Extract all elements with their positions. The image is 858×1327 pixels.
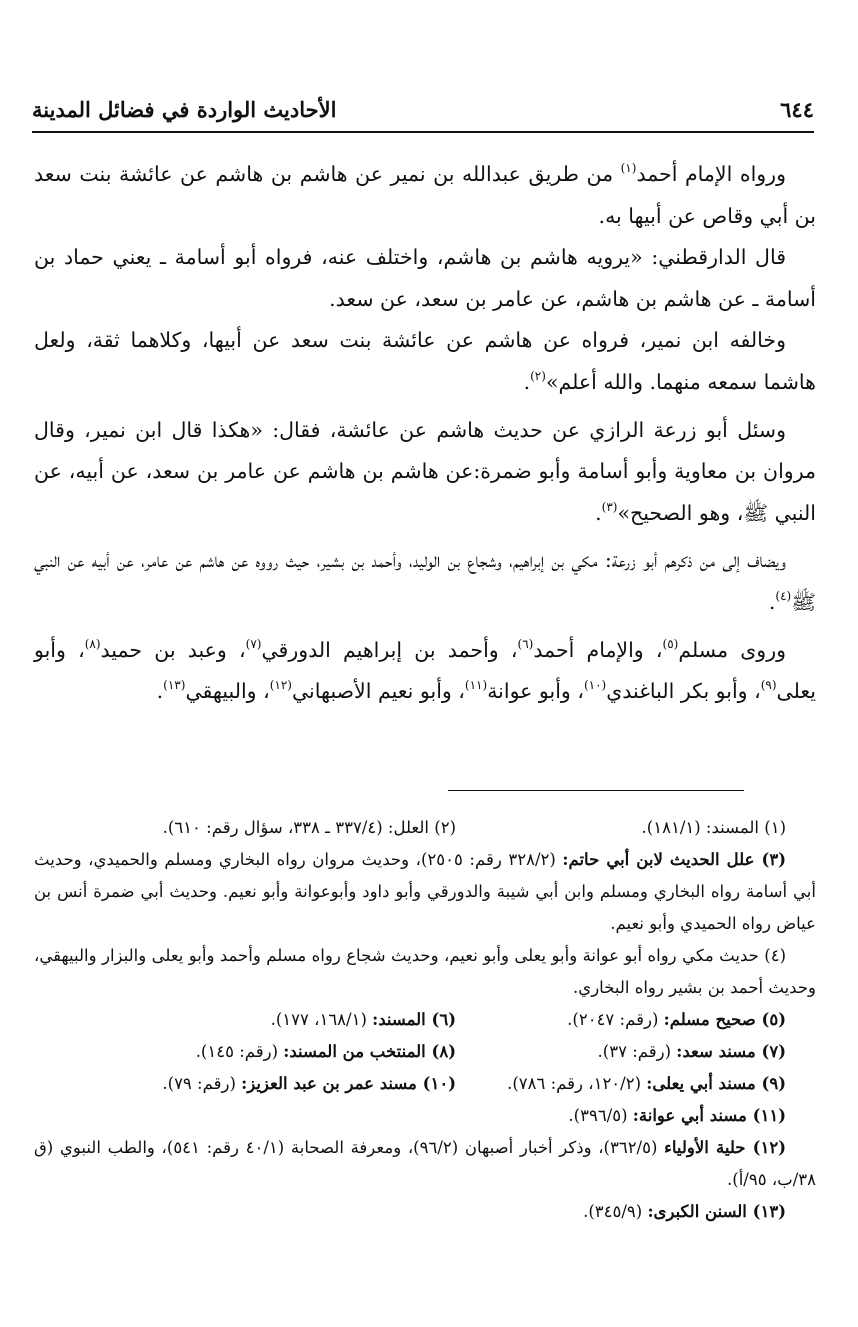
paragraph-3	[34, 320, 816, 403]
page-number: ٦٤٤	[780, 97, 814, 122]
footnote-text: (١٢٠/٢، رقم: ٧٨٦).	[507, 1074, 647, 1093]
footnote-5	[456, 1004, 786, 1036]
footnote-source: (٣) علل الحديث لابن أبي حاتم:	[562, 850, 787, 869]
header-divider	[32, 131, 814, 133]
footnote-marker[interactable]: (٩)	[760, 678, 777, 693]
footnote-source: (٥) صحيح مسلم:	[663, 1010, 786, 1029]
main-text	[34, 154, 816, 713]
footnote-marker[interactable]: (٨)	[84, 636, 101, 651]
footnote-10	[34, 1068, 456, 1100]
footnote-marker[interactable]: (٦)	[517, 636, 534, 651]
text-run: ويضاف إلى من ذكرهم أبو زرعة: مكي بن إبراهيم، وشجاع بن الوليد، وأحمد بن بشير، حيث رووه عن هاشم عن عامر، عن أبيه عن النبي ﷺ	[34, 548, 816, 614]
footnote-source: (٦) المسند:	[372, 1010, 456, 1029]
paragraph-1	[34, 154, 816, 237]
footnote-2: (٢) العلل: (٣٣٧/٤ ـ ٣٣٨، سؤال رقم: ٦١٠).	[162, 818, 456, 837]
footnote-text: (١٦٨/١، ١٧٧).	[270, 1010, 373, 1029]
running-title: الأحاديث الواردة في فضائل المدينة	[32, 97, 337, 122]
footnote-source: (٧) مسند سعد:	[676, 1042, 786, 1061]
footnote-marker[interactable]: (١٣)	[163, 678, 186, 693]
footnote-marker[interactable]: (٤)	[775, 588, 792, 603]
footnote-row	[34, 1068, 816, 1100]
page-header	[32, 86, 814, 122]
text-run: ، وأبو يعلى	[34, 637, 816, 704]
footnote-4: (٤) حديث مكي رواه أبو عوانة وأبو يعلى وأبو نعيم، وحديث شجاع رواه مسلم وأحمد وأبو يعلى والبزار والبيهقي، وحديث أحمد بن بشير رواه البخاري.	[34, 946, 816, 997]
text-run: وسئل أبو زرعة الرازي عن حديث هاشم عن عائشة، فقال: «هكذا قال ابن نمير، وقال مروان بن معاوية وأبو أسامة وأبو ضمرة:عن هاشم بن هاشم عن عامر بن سعد، عن أبيه، عن النبي ﷺ، وهو الصحيح»	[34, 417, 816, 525]
paragraph-2: قال الدارقطني: «يرويه هاشم بن هاشم، واختلف عنه، فرواه أبو أسامة ـ يعني حماد بن أسامة ـ عن هاشم بن هاشم، عن عامر بن سعد، عن سعد.	[34, 245, 816, 311]
text-run: .	[595, 500, 602, 525]
footnote-text: (٣٢٨/٢ رقم: ٢٥٠٥)، وحديث مروان رواه البخاري ومسلم والحميدي، وحديث أبي أسامة رواه البخاري ومسلم وابن أبي شيبة والدورقي وأبو داود وأبوعوانة وأبو نعيم. وحديث أبي ضمرة أنس بن عياض رواه الحميدي وأبو نعيم.	[34, 850, 816, 933]
text-run: وخالفه ابن نمير، فرواه عن هاشم عن عائشة بنت سعد عن أبيها، وكلاهما ثقة، ولعل هاشما سمعه منهما. والله أعلم»	[34, 328, 816, 394]
footnote-marker[interactable]: (٣)	[601, 499, 618, 514]
footnote-marker[interactable]: (١)	[620, 161, 637, 175]
footnote-row	[34, 812, 816, 844]
footnote-marker[interactable]: (١١)	[464, 678, 488, 693]
footnote-13	[34, 1196, 816, 1228]
text-run: وروى مسلم	[678, 637, 787, 662]
paragraph-6	[34, 630, 816, 713]
text-run: .	[156, 679, 164, 704]
footnote-source: (١٢) حلية الأولياء	[664, 1138, 787, 1157]
text-run: .	[523, 369, 531, 394]
text-run: من طريق عبدالله بن نمير عن هاشم بن هاشم عن عائشة بنت سعد بن أبي وقاص عن أبيها به.	[34, 162, 816, 228]
text-run: ، وأبو بكر الباغندي	[606, 679, 761, 704]
footnote-text: (رقم: ٧٩).	[162, 1074, 242, 1093]
text-run: ، وأبو نعيم الأصبهاني	[291, 679, 465, 704]
footnote-text: (٣٦٢/٥)، وذكر أخبار أصبهان (٩٦/٢)، ومعرفة الصحابة (٤٠/١ رقم: ٥٤١)، والطب النبوي (ق ٣٨/ب، ٩٥/أ).	[34, 1138, 816, 1189]
footnote-source: (٩) مسند أبي يعلى:	[646, 1074, 786, 1093]
footnote-row	[34, 1004, 816, 1036]
footnote-source: (١٣) السنن الكبرى:	[647, 1202, 786, 1221]
footnote-12	[34, 1132, 816, 1196]
footnote-3	[34, 844, 816, 940]
footnote-text: (رقم: ٣٧).	[597, 1042, 677, 1061]
footnote-8	[34, 1036, 456, 1068]
footnote-divider	[448, 790, 744, 791]
footnote-7	[456, 1036, 786, 1068]
footnote-row	[34, 1036, 816, 1068]
text-run: ، والإمام أحمد	[533, 637, 663, 662]
text-run: ورواه الإمام أحمد	[636, 162, 786, 186]
text-run: ، وأبو عوانة	[487, 679, 584, 704]
footnote-text: (٣٤٥/٩).	[583, 1202, 648, 1221]
footnote-6	[34, 1004, 456, 1036]
text-run: ، وأحمد بن إبراهيم الدورقي	[261, 637, 518, 662]
footnote-marker[interactable]: (٧)	[245, 636, 262, 651]
footnote-marker[interactable]: (٥)	[662, 636, 679, 651]
footnote-text: (رقم: ٢٠٤٧).	[567, 1010, 664, 1029]
footnotes	[34, 812, 816, 1228]
paragraph-5	[34, 540, 816, 623]
footnote-source: (٨) المنتخب من المسند:	[283, 1042, 456, 1061]
footnote-text: (٣٩٦/٥).	[568, 1106, 633, 1125]
footnote-11	[34, 1100, 816, 1132]
footnote-source: (١١) مسند أبي عوانة:	[632, 1106, 786, 1125]
text-run: ، وعبد بن حميد	[100, 637, 246, 662]
footnote-9	[456, 1068, 786, 1100]
text-run: .	[768, 589, 776, 614]
paragraph-4	[34, 410, 816, 535]
footnote-marker[interactable]: (١٠)	[583, 678, 607, 693]
footnote-1: (١) المسند: (١٨١/١).	[641, 818, 786, 837]
footnote-text: (رقم: ١٤٥).	[195, 1042, 284, 1061]
footnote-marker[interactable]: (١٢)	[269, 678, 292, 693]
footnote-source: (١٠) مسند عمر بن عبد العزيز:	[241, 1074, 456, 1093]
text-run: ، والبيهقي	[185, 679, 270, 704]
footnote-marker[interactable]: (٢)	[530, 368, 546, 383]
